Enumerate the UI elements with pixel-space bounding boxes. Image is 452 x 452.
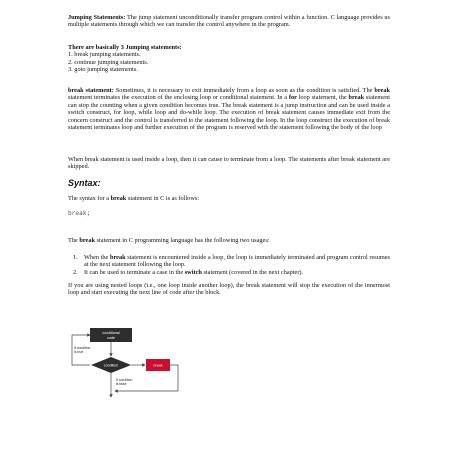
usage-item — [68, 269, 390, 276]
break-statement-heading: break statement: — [68, 87, 114, 94]
syntax-intro-text: statement in C is as follows: — [126, 195, 200, 202]
break-statement-paragraph — [68, 87, 390, 131]
keyword-break: break — [79, 237, 96, 244]
usage-text: It can be used to terminate a case in the — [84, 268, 185, 276]
false-label: is false — [116, 382, 127, 386]
conditional-code-label: conditional — [102, 331, 120, 335]
usage-text: statement (covered in the next chapter). — [201, 268, 304, 276]
condition-label: condition — [103, 363, 119, 368]
keyword-break: break — [374, 87, 390, 94]
syntax-intro — [68, 195, 390, 202]
usage-text: When the — [84, 254, 110, 261]
conditional-code-label: code — [107, 336, 115, 340]
usages-list — [68, 254, 390, 276]
break-text: Sometimes, it is necessary to exit immediately from a loop as soon as the condition is satisfied. The — [113, 87, 375, 94]
keyword-switch: switch — [184, 268, 202, 276]
usage-number: 1. — [73, 254, 78, 261]
keyword-break: break — [110, 195, 127, 202]
usages-intro — [68, 237, 390, 244]
jumping-list-item: 3. goto jumping statements. — [68, 65, 138, 73]
usage-item — [68, 254, 390, 269]
true-label: If condition — [74, 346, 91, 350]
jumping-statements-paragraph — [68, 14, 390, 29]
usages-intro-text: The — [68, 237, 80, 244]
usage-text: statement is encountered inside a loop, the loop is immediately terminated and program control resumes at the next statement following the loop. — [84, 254, 390, 269]
jumping-list — [68, 44, 390, 73]
keyword-break: break — [348, 94, 365, 102]
keyword-for: for — [288, 94, 297, 102]
break-text: statement can stop the counting when a given condition becomes true. The break statement is a jump instruction and can be used inside a switch construct, for loop, while loop and do-while loop. The execution of break statement causes immediate exit from the concern construct and the control is transferred to the statement following the loop. In the loop construct the execution of break statement terminates loop and further execution of the program is reserved with the statement following the body of the loop — [68, 94, 391, 132]
break-text: loop statement, the — [296, 94, 349, 102]
jumping-statements-heading: Jumping Statements: — [68, 14, 126, 21]
usages-intro-text: statement in C programming language has the following two usages: — [95, 237, 270, 244]
code-snippet: break; — [68, 210, 91, 217]
true-label: is true — [74, 350, 84, 354]
jumping-list-heading: There are basically 3 Jumping statements: — [68, 44, 182, 51]
syntax-heading: Syntax: — [68, 178, 101, 188]
syntax-intro-text: The syntax for a — [68, 195, 111, 202]
jumping-list-item: 1. break jumping statements. — [68, 51, 141, 59]
jumping-statements-text: The jump statement unconditionally transfer program control within a function. C language provides us multiple statements through which we can transfer the control anywhere in the program. — [68, 14, 390, 29]
break-flowchart — [68, 325, 198, 400]
break-text: statement terminates the execution of the enclosing loop or conditional statement. In a — [68, 94, 289, 102]
keyword-break: break — [109, 254, 126, 261]
nested-loops-paragraph: If you are using nested loops (i.e., one loop inside another loop), the break statement will stop the execution of the innermost loop and start executing the next line of code after the block. — [68, 282, 390, 297]
terminate-paragraph: When break statement is used inside a loop, then it can cause to terminate from a loop. The statements after break statement are skipped. — [68, 156, 390, 171]
jumping-list-item: 2. continue jumping statements. — [68, 58, 149, 66]
false-label: If condition — [116, 378, 133, 382]
break-label: break — [153, 363, 163, 368]
usage-number: 2. — [73, 268, 78, 276]
